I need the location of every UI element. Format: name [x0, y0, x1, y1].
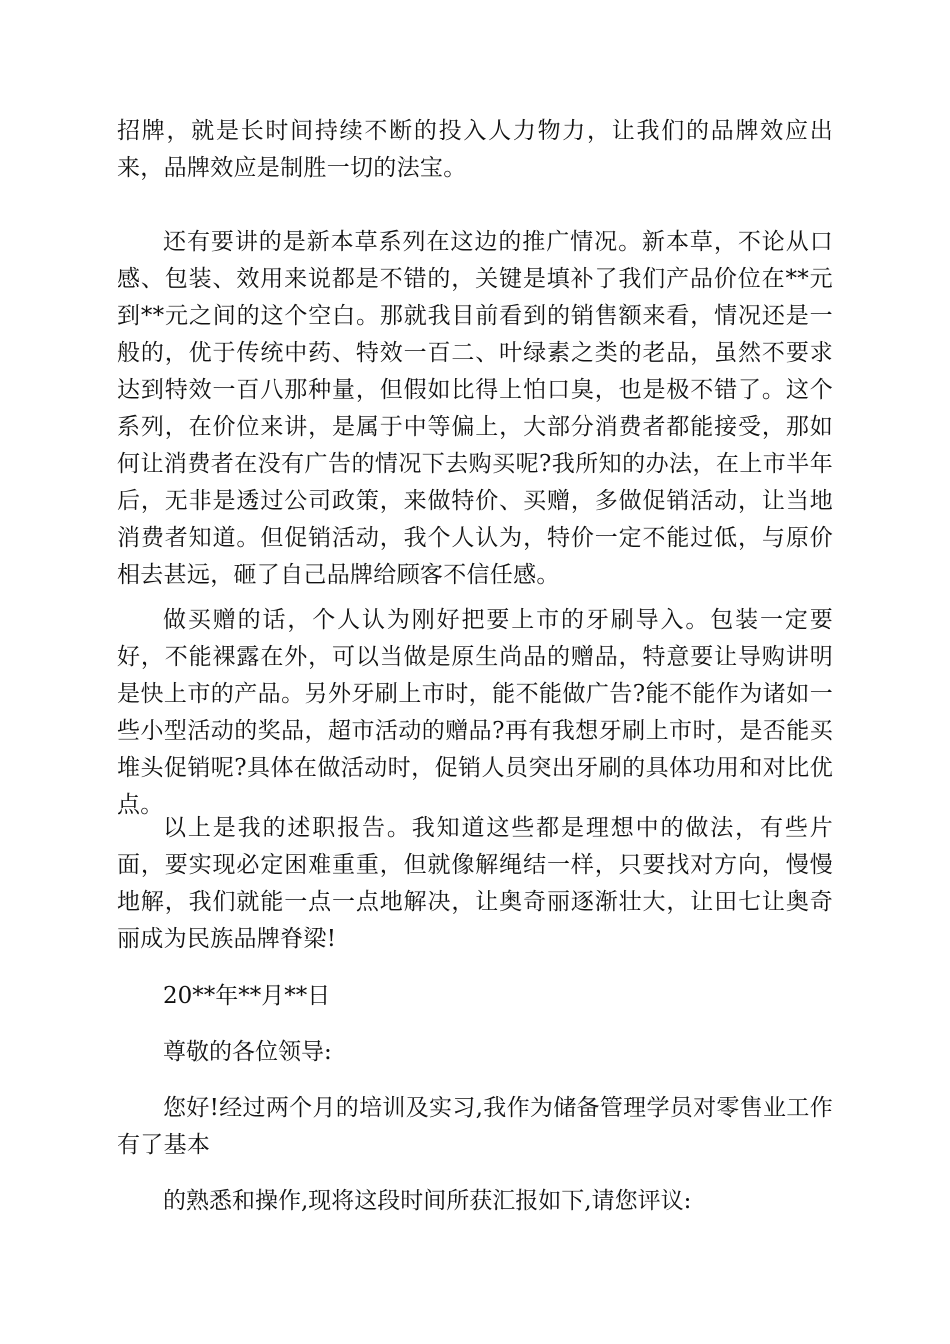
paragraph-conclusion: 以上是我的述职报告。我知道这些都是理想中的做法，有些片面，要实现必定困难重重，但就像解绳结一样，只要找对方向，慢慢地解，我们就能一点一点地解决，让奥奇丽逐渐壮大，让田七让奥奇丽成为民族品牌脊梁!	[117, 815, 833, 952]
paragraph-new-herbal-series: 还有要讲的是新本草系列在这边的推广情况。新本草，不论从口感、包装、效用来说都是不错的，关键是填补了我们产品价位在**元到**元之间的这个空白。那就我目前看到的销售额来看，情况还是一般的，优于传统中药、特效一百二、叶绿素之类的老品，虽然不要求达到特效一百八那种量，但假如比得上怕口臭，也是极不错了。这个系列，在价位来讲，是属于中等偏上，大部分消费者都能接受，那如何让消费者在没有广告的情况下去购买呢?我所知的办法，在上市半年后，无非是透过公司政策，来做特价、买赠，多做促销活动，让当地消费者知道。但促销活动，我个人认为，特价一定不能过低，与原价相去甚远，砸了自己品牌给顾客不信任感。	[117, 229, 833, 588]
letter-salutation: 尊敬的各位领导:	[163, 1039, 332, 1065]
paragraph-brand-effect: 招牌，就是长时间持续不断的投入人力物力，让我们的品牌效应出来，品牌效应是制胜一切的法宝。	[117, 118, 833, 181]
paragraph-toothbrush-promotion: 做买赠的话，个人认为刚好把要上市的牙刷导入。包装一定要好，不能裸露在外，可以当做是原生尚品的赠品，特意要让导购讲明是快上市的产品。另外牙刷上市时，能不能做广告?能不能作为诸如一些小型活动的奖品，超市活动的赠品?再有我想牙刷上市时，是否能买堆头促销呢?具体在做活动时，促销人员突出牙刷的具体功用和对比优点。	[117, 607, 833, 818]
letter-opening: 您好!经过两个月的培训及实习,我作为储备管理学员对零售业工作有了基本	[117, 1095, 833, 1158]
letter-opening-continued: 的熟悉和操作,现将这段时间所获汇报如下,请您评议:	[163, 1188, 692, 1214]
report-date: 20**年**月**日	[163, 983, 331, 1009]
